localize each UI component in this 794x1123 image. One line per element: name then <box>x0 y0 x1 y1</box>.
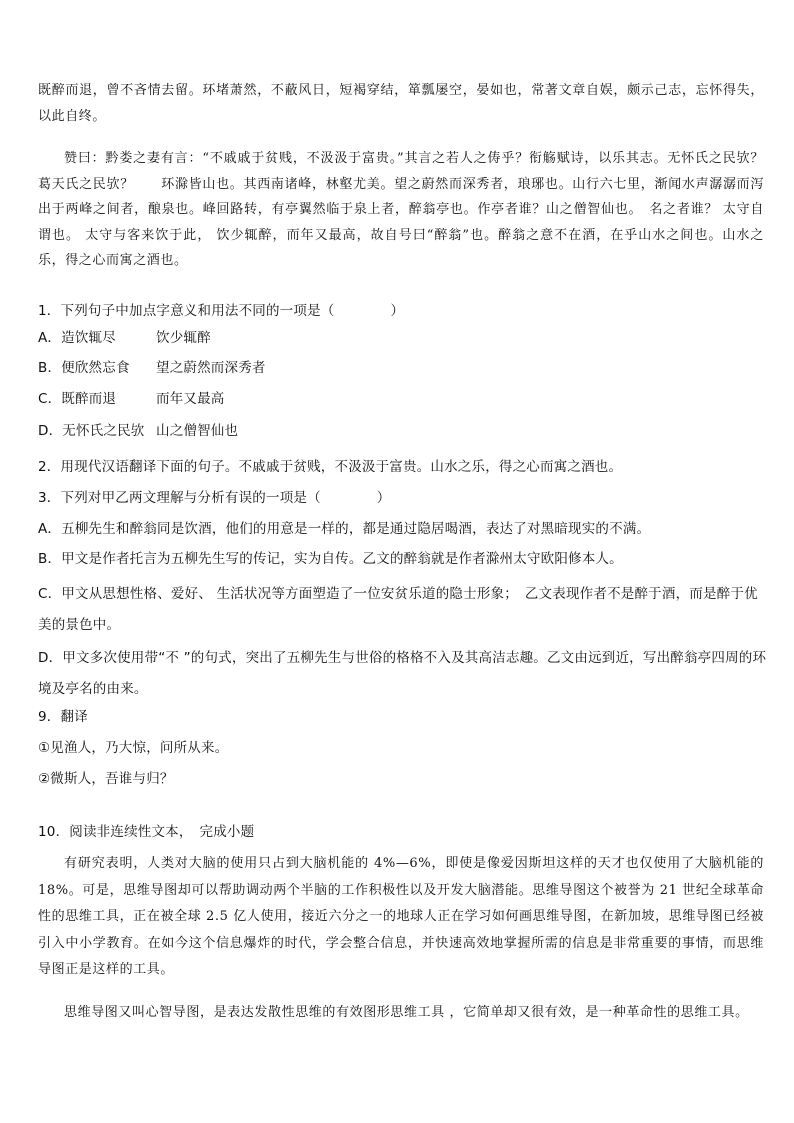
question-10-paragraph-1: 有研究表明，人类对大脑的使用只占到大脑机能的 4%—6%，即使是像爱因斯坦这样的天才也仅使用了大脑机能的 18%。可是，思维导图却可以帮助调动两个半脑的工作积极性以及开发大脑潜能。思维导图这个被誉为 21 世纪全球革命性的思维工具，正在被全球 2.5 亿人使用，接近六分之一的地球人正在学习如何画思维导图，在新加坡，思维导图已经被引入中小学教育。在如今这个信息爆炸的时代，学会整合信息，并快速高效地掌握所需的信息是非常重要的事情，而思维导图正是这样的工具。 <box>38 856 764 977</box>
question-10-title: 10．阅读非连续性文本， 完成小题 <box>38 824 255 840</box>
option-d-pair: 山之僧智仙也 <box>156 423 239 439</box>
question-3-stem-close: ） <box>376 490 391 506</box>
option-a-pair: 饮少辄醉 <box>156 330 211 346</box>
question-1-option-a <box>38 327 768 349</box>
question-1-stem-close: ） <box>390 303 405 319</box>
passage-zan: 赞曰：黔娄之妻有言：“不戚戚于贫贱，不汲汲于富贵。”其言之若人之俦乎？衔觞赋诗，以乐其志。无怀氏之民欤？葛天氏之民欤？ 环滁皆山也。其西南诸峰，林壑尤美。望之蔚然而深秀者，琅琊也。山行六七里，渐闻水声潺潺而泻出于两峰之间者，酿泉也。峰回路转，有亭翼然临于泉上者，醉翁亭也。作亭者谁？山之僧智仙也。 名之者谁？ 太守自谓也。 太守与客来饮于此， 饮少辄醉，而年又最高，故自号曰“醉翁”也。醉翁之意不在酒，在乎山水之间也。山水之乐，得之心而寓之酒也。 <box>38 151 764 268</box>
question-1-option-c <box>38 388 768 410</box>
option-b-pair: 望之蔚然而深秀者 <box>156 360 266 376</box>
question-3-option-b: B．甲文是作者托言为五柳先生写的传记，实为自传。乙文的醉翁就是作者滁州太守欧阳修本人。 <box>38 551 623 567</box>
question-3-option-d: D．甲文多次使用带“不 ”的句式，突出了五柳先生与世俗的格格不入及其高洁志趣。乙文由远到近，写出醉翁亭四周的环境及亭名的由来。 <box>38 650 767 697</box>
question-9-title: 9．翻译 <box>38 709 88 725</box>
question-1-option-d <box>38 420 768 442</box>
option-c-label: C．既醉而退 <box>38 391 117 407</box>
passage-line1: 既醉而退，曾不吝情去留。环堵萧然，不蔽风日，短褐穿结，箪瓢屡空，晏如也，常著文章自娱，颇示己志，忘怀得失，以此自终。 <box>38 83 764 124</box>
option-d-label: D．无怀氏之民欤 <box>38 423 145 439</box>
question-3-option-a: A．五柳先生和醉翁同是饮酒，他们的用意是一样的，都是通过隐居喝酒，表达了对黑暗现实的不满。 <box>38 521 651 537</box>
question-1-stem-text: 1．下列句子中加点字意义和用法不同的一项是（ <box>38 303 335 319</box>
question-2: 2．用现代汉语翻译下面的句子。不戚戚于贫贱，不汲汲于富贵。山水之乐，得之心而寓之酒也。 <box>38 459 623 475</box>
question-3-stem-text: 3．下列对甲乙两文理解与分析有误的一项是（ <box>38 490 321 506</box>
question-1-stem <box>38 300 768 322</box>
question-9-item-1: ①见渔人，乃大惊，问所从来。 <box>38 740 229 756</box>
option-b-label: B．便欣然忘食 <box>38 360 130 376</box>
option-c-pair: 而年又最高 <box>156 391 225 407</box>
question-3-stem <box>38 487 768 509</box>
question-10-paragraph-2: 思维导图又叫心智导图，是表达发散性思维的有效图形思维工具 ，它简单却又很有效，是一种革命性的思维工具。 <box>64 1005 749 1020</box>
question-9-item-2: ②微斯人，吾谁与归？ <box>38 771 174 787</box>
question-1-option-b <box>38 357 768 379</box>
question-3-option-c: C．甲文从思想性格、爱好、 生活状况等方面塑造了一位安贫乐道的隐士形象； 乙文表现作者不是醉于酒，而是醉于优美的景色中。 <box>38 586 758 633</box>
option-a-label: A．造饮辄尽 <box>38 330 116 346</box>
